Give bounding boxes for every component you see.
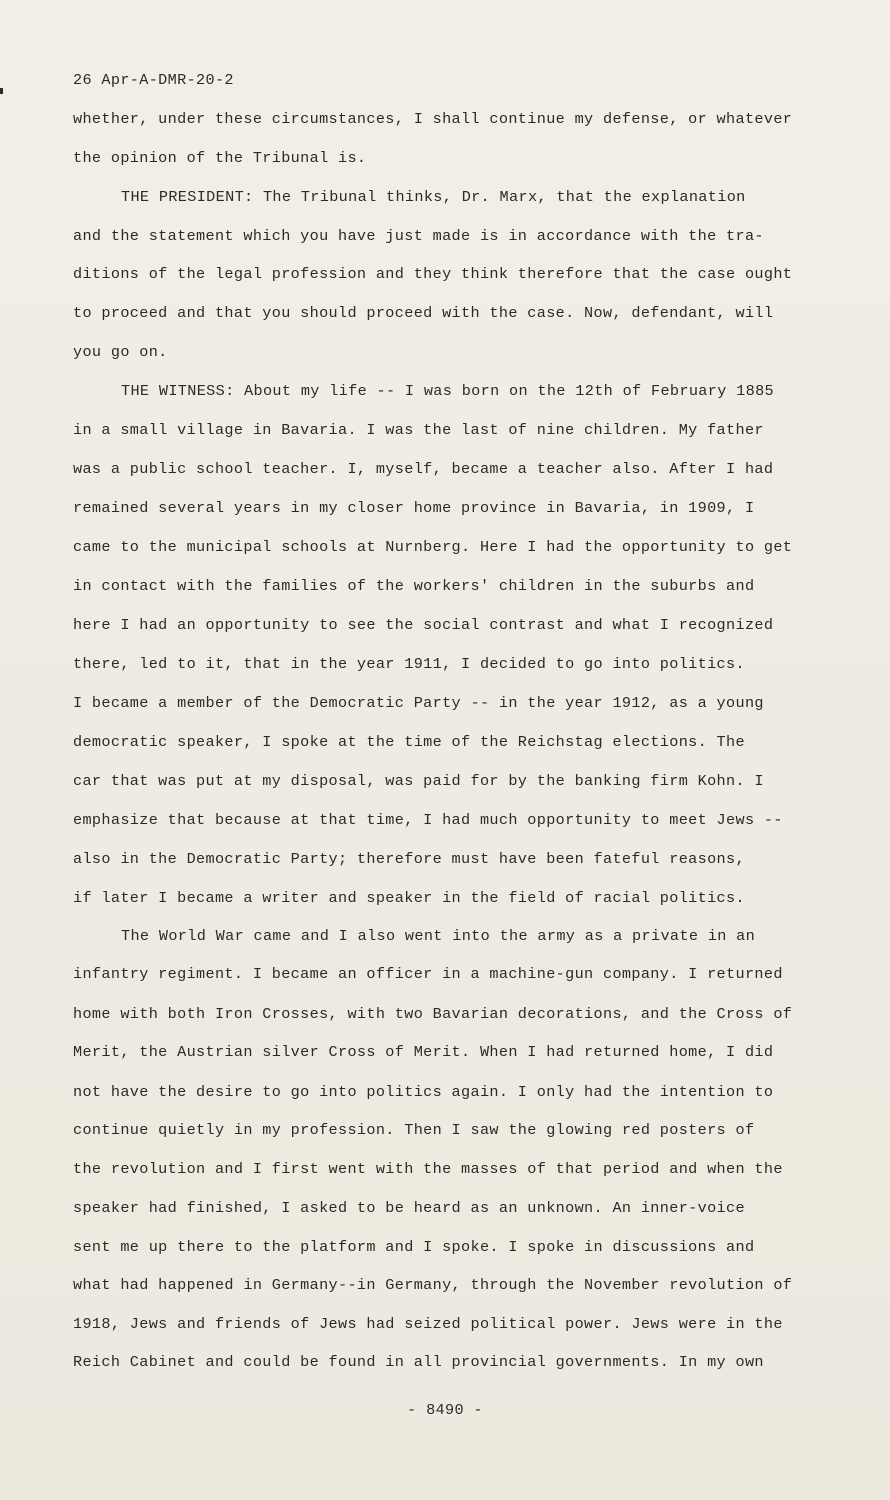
text-line: was a public school teacher. I, myself, became a teacher also. After I had [73,460,774,478]
page-number: - 8490 - [407,1401,483,1419]
text-line: what had happened in Germany--in Germany, through the November revolution of [73,1276,793,1294]
text-line: speaker had finished, I asked to be heard as an unknown. An inner-voice [73,1199,745,1217]
margin-mark [0,88,3,94]
text-line: the opinion of the Tribunal is. [73,149,367,167]
text-line: car that was put at my disposal, was paid for by the banking firm Kohn. I [73,772,764,790]
text-line: in a small village in Bavaria. I was the last of nine children. My father [73,421,764,439]
text-line: democratic speaker, I spoke at the time of the Reichstag elections. The [73,733,745,751]
text-line: home with both Iron Crosses, with two Bavarian decorations, and the Cross of [73,1005,793,1023]
text-line: came to the municipal schools at Nurnberg. Here I had the opportunity to get [73,538,793,556]
text-line: continue quietly in my profession. Then I saw the glowing red posters of [73,1121,755,1139]
text-line: to proceed and that you should proceed with the case. Now, defendant, will [73,304,774,322]
text-line: also in the Democratic Party; therefore must have been fateful reasons, [73,850,745,868]
text-line: emphasize that because at that time, I had much opportunity to meet Jews -- [73,811,783,829]
text-line: there, led to it, that in the year 1911, I decided to go into politics. [73,655,745,673]
text-line: whether, under these circumstances, I shall continue my defense, or whatever [73,110,793,128]
text-line: not have the desire to go into politics again. I only had the intention to [73,1083,774,1101]
text-line: 1918, Jews and friends of Jews had seized political power. Jews were in the [73,1315,783,1333]
text-line: Reich Cabinet and could be found in all provincial governments. In my own [73,1353,764,1371]
text-line: THE WITNESS: About my life -- I was born on the 12th of February 1885 [121,382,775,400]
text-line: the revolution and I first went with the masses of that period and when the [73,1160,783,1178]
text-line: Merit, the Austrian silver Cross of Merit. When I had returned home, I did [73,1043,774,1061]
text-line: infantry regiment. I became an officer in a machine-gun company. I returned [73,965,783,983]
text-line: if later I became a writer and speaker in the field of racial politics. [73,889,745,907]
text-line: here I had an opportunity to see the social contrast and what I recognized [73,616,774,634]
text-line: ditions of the legal profession and they think therefore that the case ought [73,265,793,283]
text-line: sent me up there to the platform and I spoke. I spoke in discussions and [73,1238,755,1256]
text-line: and the statement which you have just made is in accordance with the tra- [73,227,764,245]
text-line: you go on. [73,343,168,361]
text-line: The World War came and I also went into the army as a private in an [121,927,756,945]
text-line: THE PRESIDENT: The Tribunal thinks, Dr. Marx, that the explanation [121,188,746,206]
text-line: in contact with the families of the workers' children in the suburbs and [73,577,755,595]
text-line: remained several years in my closer home province in Bavaria, in 1909, I [73,499,755,517]
text-line: I became a member of the Democratic Party -- in the year 1912, as a young [73,694,764,712]
document-reference: 26 Apr-A-DMR-20-2 [73,71,234,89]
